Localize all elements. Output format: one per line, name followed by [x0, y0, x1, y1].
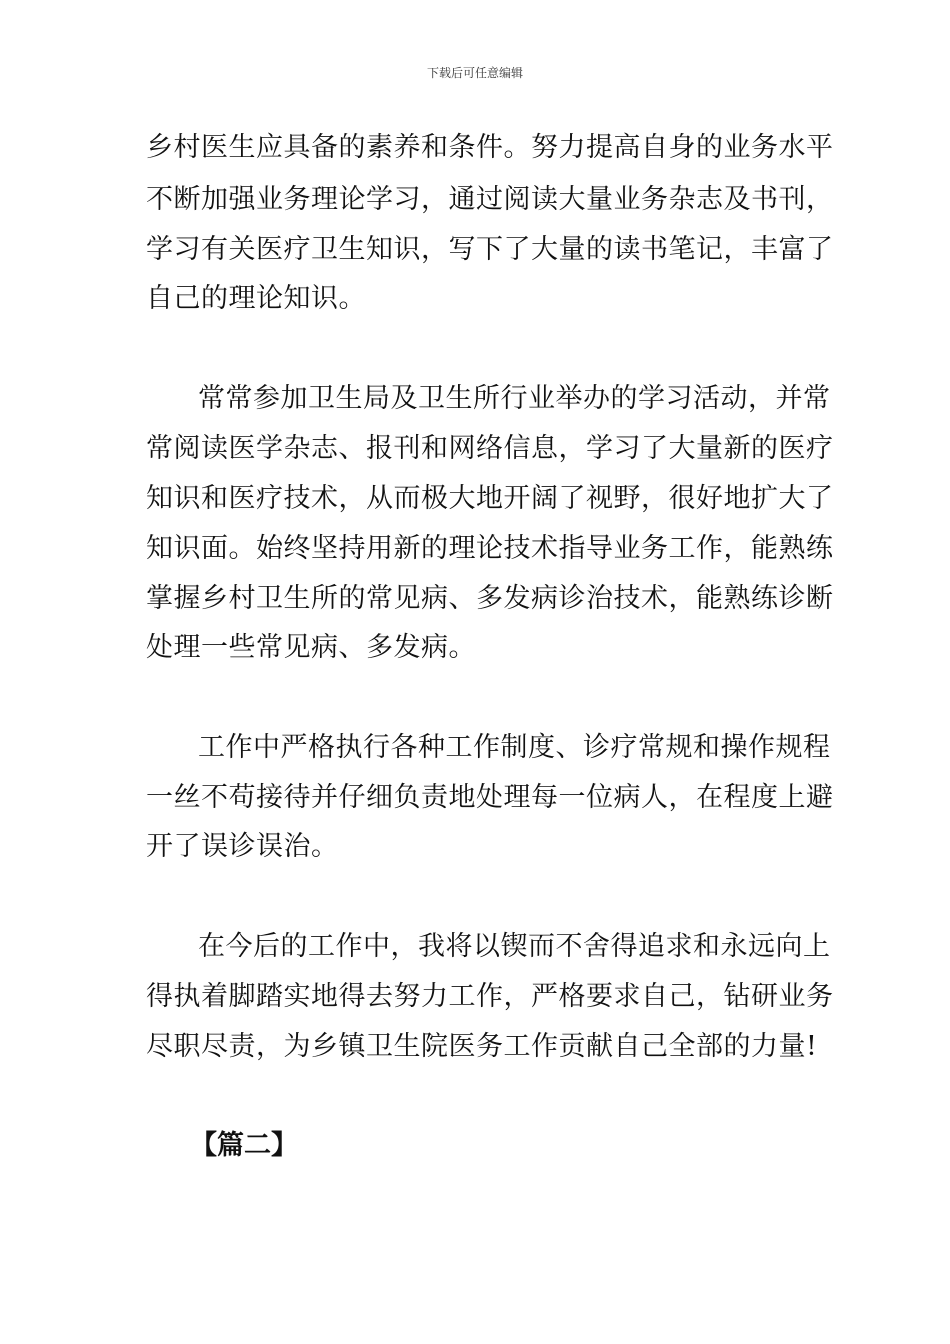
page-header: 下载后可任意编辑	[426, 66, 523, 80]
paragraph-3-line-3: 开了误诊误治。	[146, 831, 339, 862]
paragraph-4-line-2: 得执着脚踏实地得去努力工作，严格要求自己，钻研业务	[146, 981, 834, 1012]
paragraph-1-line-4: 自己的理论知识。	[146, 283, 366, 314]
paragraph-4-line-3: 尽职尽责，为乡镇卫生院医务工作贡献自己全部的力量!	[146, 1031, 818, 1062]
paragraph-4-line-1: 在今后的工作中，我将以锲而不舍得追求和永远向上	[198, 931, 831, 962]
paragraph-2-line-2: 常阅读医学杂志、报刊和网络信息，学习了大量新的医疗	[146, 433, 834, 464]
paragraph-2-line-1: 常常参加卫生局及卫生所行业举办的学习活动，并常	[198, 383, 831, 414]
paragraph-1-line-3: 学习有关医疗卫生知识，写下了大量的读书笔记，丰富了	[146, 234, 834, 265]
paragraph-3-line-1: 工作中严格执行各种工作制度、诊疗常规和操作规程	[198, 732, 831, 763]
paragraph-2-line-3: 知识和医疗技术，从而极大地开阔了视野，很好地扩大了	[146, 483, 834, 514]
paragraph-2-line-5: 掌握乡村卫生所的常见病、多发病诊治技术，能熟练诊断	[146, 583, 834, 614]
section-heading: 【篇二】	[190, 1130, 298, 1161]
paragraph-2-line-4: 知识面。始终坚持用新的理论技术指导业务工作，能熟练	[146, 533, 834, 564]
paragraph-3-line-2: 一丝不苟接待并仔细负责地处理每一位病人，在程度上避	[146, 782, 834, 813]
paragraph-1-line-1: 乡村医生应具备的素养和条件。努力提高自身的业务水平	[146, 132, 834, 163]
paragraph-2-line-6: 处理一些常见病、多发病。	[146, 632, 476, 663]
paragraph-1-line-2: 不断加强业务理论学习，通过阅读大量业务杂志及书刊，	[146, 184, 834, 215]
